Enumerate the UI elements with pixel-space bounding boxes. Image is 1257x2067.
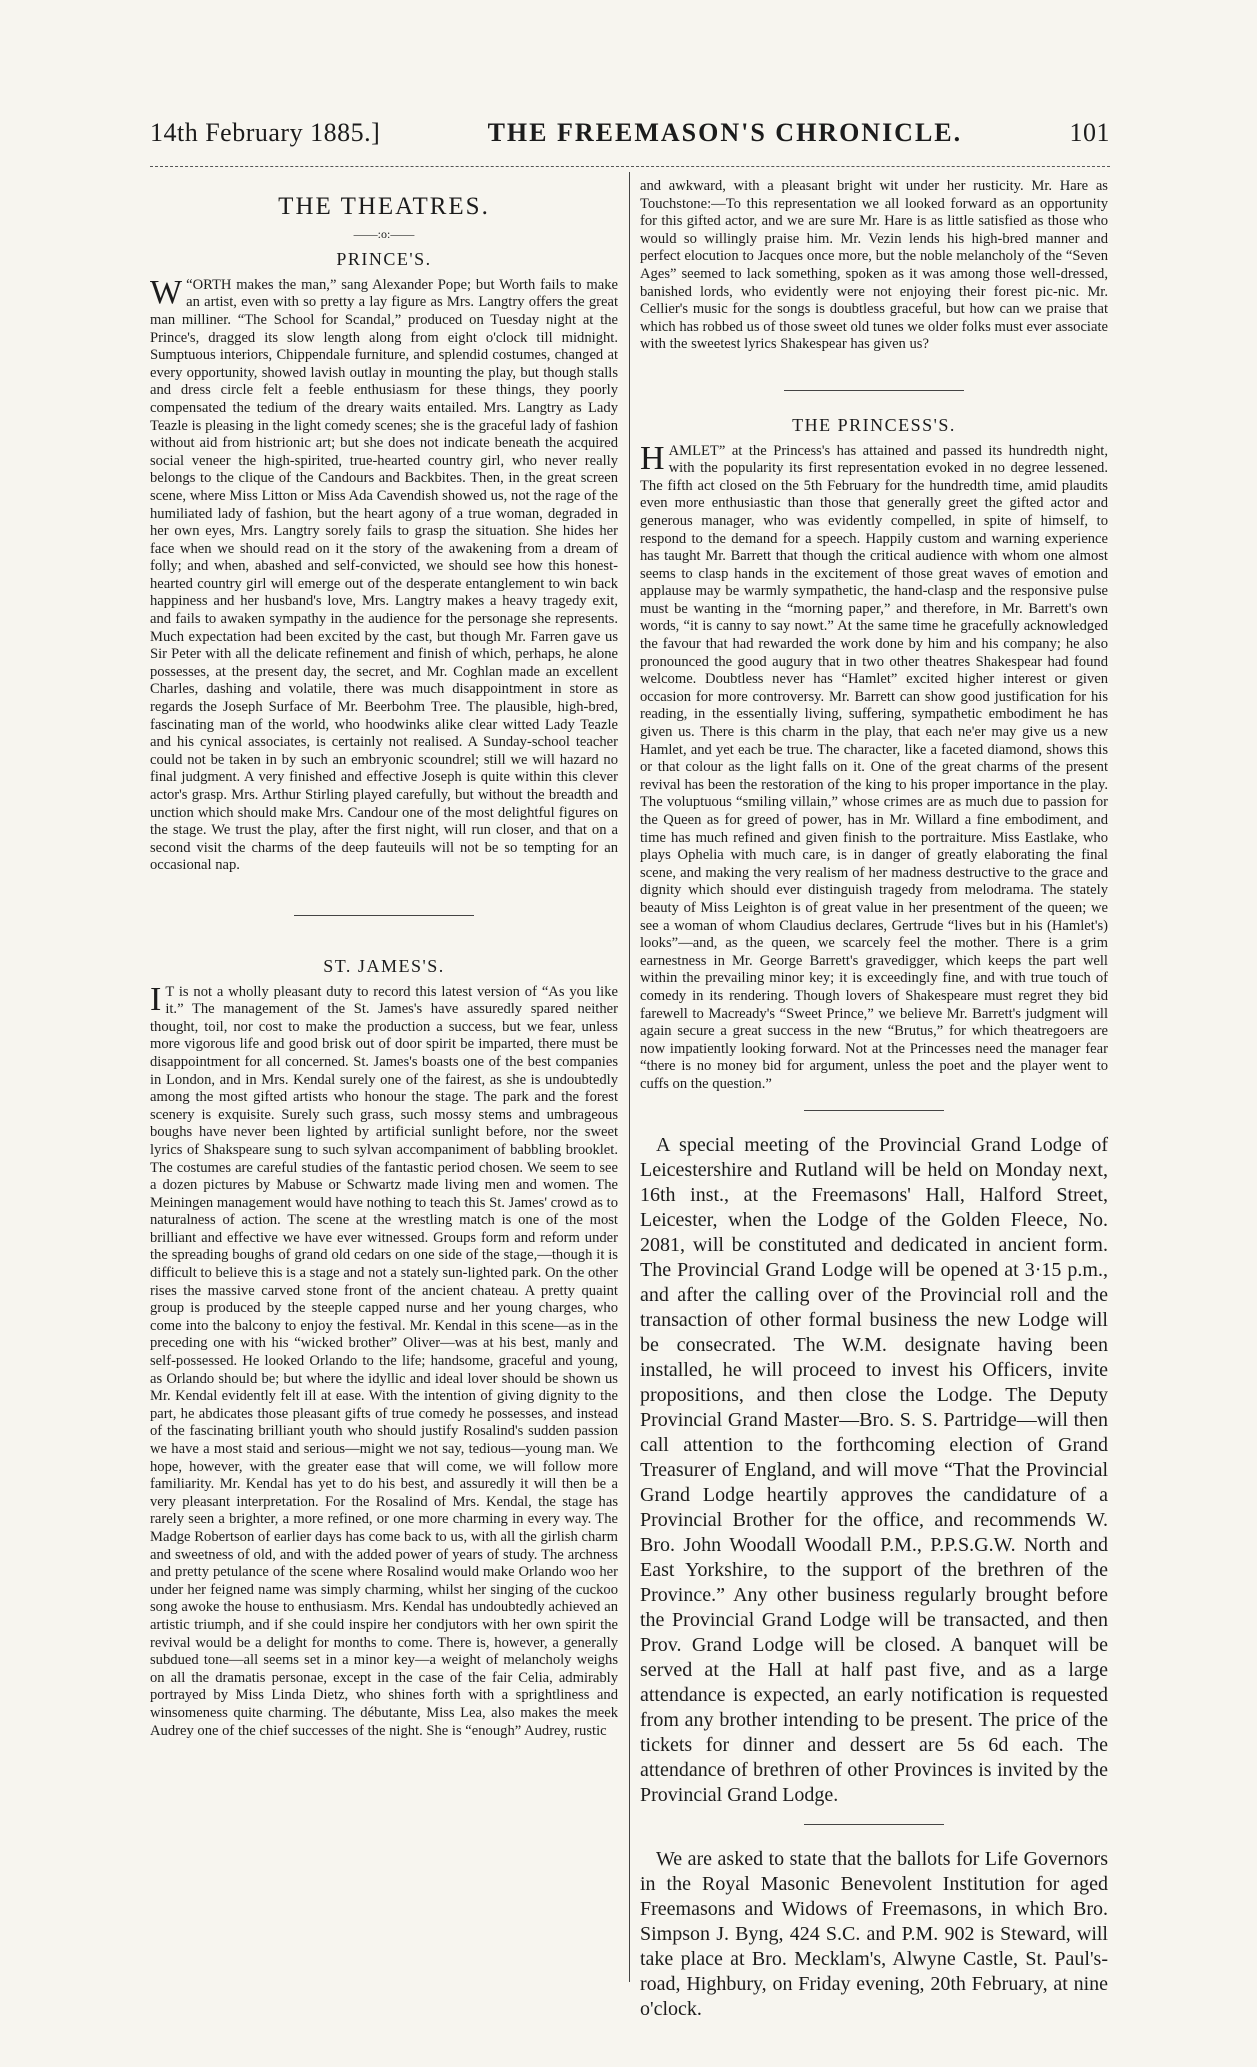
- header-rule: [150, 166, 1110, 167]
- section-title-theatres: THE THEATRES.: [278, 193, 490, 220]
- section-separator-2: [784, 390, 964, 391]
- heading-princess: THE PRINCESS'S.: [792, 414, 956, 435]
- dropcap-w: W: [150, 273, 183, 311]
- left-column: [150, 178, 618, 1978]
- article-st-james-text: T is not a wholly pleasant duty to record this latest version of “As you like it.” The management of the St. James's have assuredly spared neither thought, toil, nor cost to make the production a success, but we fear, unless more vigorous life and good brisk out of door spirit be imparted, there must be disappointment for all concerned. St. James's boasts one of the best companies in London, and in Mrs. Kendal surely one of the fairest, as she is undoubtedly among the most gifted artists who honour the stage. The park and the forest scenery is exquisite. Surely such grass, such mossy stems and umbrageous boughs have never been lighted by artificial sunlight before, nor the sweet lyrics of Shakspeare sung to such sylvan accompaniment of babbling brooklet. The costumes are careful studies of the fantastic period chosen. We seem to see a dozen pictures by Mabuse or Schwartz made living men and women. The Meiningen management would have nothing to teach this St. James' crowd as to naturalness of action. The scene at the wrestling match is one of the most brilliant and effective we have ever witnessed. Groups form and reform under the spreading boughs of grand old cedars on one side of the stage,—though it is difficult to believe this is a stage and not a stately sun-lighted park. On the other rises the massive carved stone front of the ancient chateau. A pretty quaint group is produced by the steeple capped nurse and her young charges, who come into the balcony to enjoy the festival. Mr. Kendal in this scene—as in the preceding one with his “wicked brother” Oliver—was at his best, manly and self-possessed. He looked Orlando to the life; handsome, graceful and young, as Orlando should be; but where the idyllic and ideal lover should be shown us Mr. Kendal evidently felt ill at ease. With the intention of giving dignity to the part, he abdicates those pleasant gifts of true comedy he possesses, and instead of the fascinating brilliant youth who should justify Rosalind's sudden passion we have a most staid and serious—might we not say, tedious—young man. We hope, however, with the greater ease that will come, we will follow more familiarity. Mr. Kendal has yet to do his best, and assuredly it will then be a very pleasant interpretation. For the Rosalind of Mrs. Kendal, the stage has rarely seen a brighter, a more refined, or one more charming in every way. The Madge Robertson of earlier days has come back to us, with all the girlish charm and sweetness of old, and with the added power of years of study. The archness and pretty petulance of the scene where Rosalind would make Orlando woo her under her feigned name was simply charming, whilst her singing of the cuckoo song awoke the house to enthusiasm. Mrs. Kendal has undoubtedly achieved an artistic triumph, and if she could inspire her condjutors with her own spirit the revival would be a delight for months to come. There is, however, a generally subdued tone—all seems set in a minor key—a weight of melancholy weighs on all the dramatis personae, except in the case of the fair Celia, admirably portrayed by Miss Linda Dietz, who shines forth with a sprightliness and winsomeness quite charming. The débutante, Miss Lea, also makes the meek Audrey one of the chief successes of the night. She is “enough” Audrey, rustic: [150, 983, 618, 1739]
- ornament: ——:o:——: [353, 226, 415, 241]
- header-date: 14th February 1885.]: [150, 118, 381, 147]
- notice-provincial-grand-lodge: A special meeting of the Provincial Grand Lodge of Leicestershire and Rutland will be held on Monday next, 16th inst., at the Freemasons' Hall, Halford Street, Leicester, when the Lodge of the Golden Fleece, No. 2081, will be constituted and dedicated in ancient form. The Provincial Grand Lodge will be opened at 3·15 p.m., and after the calling over of the Provincial roll and the transaction of other formal business the new Lodge will be consecrated. The W.M. designate having been installed, he will proceed to invest his Officers, invite propositions, and then close the Lodge. The Deputy Provincial Grand Master—Bro. S. S. Partridge—will then call attention to the forthcoming election of Grand Treasurer of England, and will move “That the Provincial Grand Lodge heartily approves the candidature of a Provincial Brother for the office, and recommends W. Bro. John Woodall Woodall P.M., P.P.S.G.W. North and East Yorkshire, to the support of the brethren of the Province.” Any other business regularly brought before the Provincial Grand Lodge will be transacted, and then Prov. Grand Lodge will be closed. A banquet will be served at the Hall at half past five, and as a large attendance is expected, an early notification is requested from any brother intending to be present. The price of the tickets for dinner and dessert are 5s 6d each. The attendance of brethren of other Provinces is invited by the Provincial Grand Lodge.: [640, 1133, 1108, 1806]
- article-princes: [150, 273, 618, 875]
- dropcap-h: H: [640, 439, 665, 477]
- page-header: [150, 118, 1110, 158]
- heading-st-james: ST. JAMES'S.: [323, 955, 445, 976]
- header-title: THE FREEMASON'S CHRONICLE.: [487, 118, 963, 147]
- page-number: 101: [1069, 118, 1110, 147]
- section-separator-3: [804, 1110, 944, 1111]
- section-separator: [294, 915, 474, 916]
- notice-life-governors: We are asked to state that the ballots for Life Governors in the Royal Masonic Benevolent Institution for aged Freemasons and Widows of Freemasons, in which Bro. Simpson J. Byng, 424 S.C. and P.M. 902 is Steward, will take place at Bro. Mecklam's, Alwyne Castle, St. Paul's-road, Highbury, on Friday evening, 20th February, at nine o'clock.: [640, 1847, 1108, 2020]
- section-separator-4: [804, 1824, 944, 1825]
- article-princess: [640, 439, 1108, 1094]
- column-divider: [629, 172, 630, 1982]
- article-princes-text: “ORTH makes the man,” sang Alexander Pope; but Worth fails to make an artist, even with so pretty a lay figure as Mrs. Langtry offers the great man milliner. “The School for Scandal,” produced on Tuesday night at the Prince's, dragged its slow length along from eight o'clock till midnight. Sumptuous interiors, Chippendale furniture, and splendid costumes, changed at every opportunity, showed lavish outlay in mounting the play, but though stalls and dress circle felt a feeble enthusiasm for these things, they poorly compensated the tedium of the dreary waits entailed. Mrs. Langtry as Lady Teazle is pleasing in the light comedy scenes; she is the graceful lady of fashion without aid from histrionic art; but she does not indicate beneath the acquired social veneer the high-spirited, true-hearted country girl, who never really belongs to the clique of the Candours and Backbites. Then, in the great screen scene, where Miss Litton or Miss Ada Cavendish showed us, not the rage of the humiliated lady of fashion, but the heart agony of a true woman, degraded in her own eyes, Mrs. Langtry sorely fails to grasp the situation. She hides her face when we should read on it the story of the awakening from a dream of folly; and when, abashed and self-convicted, we should see how this honest-hearted country girl will emerge out of the desperate entanglement to win back happiness and her husband's love, Mrs. Langtry makes a heavy tragedy exit, and fails to awaken sympathy in the audience for the personage she represents. Much expectation had been excited by the cast, but though Mr. Farren gave us Sir Peter with all the delicate refinement and finish of which, perhaps, he alone possesses, at the present day, the secret, and Mr. Coghlan made an excellent Charles, dashing and volatile, there was much disappointment in store as regards the Joseph Surface of Mr. Beerbohm Tree. The plausible, high-bred, fascinating man of the world, who hoodwinks alike clear witted Lady Teazle and his cynical associates, is certainly not realised. A Sunday-school teacher could not be taken in by such an embryonic scoundrel; still we will hazard no final judgment. A very finished and effective Joseph is quite within this clever actor's grasp. Mrs. Arthur Stirling played carefully, but without the breadth and unction which should make Mrs. Candour one of the most delightful figures on the stage. We trust the play, after the first night, will run closer, and that on a second visit the charms of the deep fauteuils will not be so tempting for an occasional nap.: [150, 276, 618, 874]
- article-st-james: [150, 980, 618, 1741]
- heading-princes: PRINCE'S.: [336, 249, 432, 270]
- article-princess-text: AMLET” at the Princess's has attained and passed its hundredth night, with the popularity its first representation evoked in no degree lessened. The fifth act closed on the 5th February for the hundredth time, amid plaudits even more enthusiastic than those that generally greet the gifted actor and generous manager, who was evidently compelled, in spite of himself, to respond to the demand for a speech. Happily custom and warning experience has taught Mr. Barrett that though the critical audience with whom one almost seems to clasp hands in the excitement of those great waves of emotion and applause may be warmly sympathetic, the hand-clasp and the responsive pulse must be wanting in the “morning paper,” and therefore, in Mr. Barrett's own words, “it is canny to say nowt.” At the same time he gracefully acknowledged the favour that had rewarded the work done by him and his company; he also pronounced the good augury that in two other theatres Shakespear had found welcome. Doubtless never has “Hamlet” excited higher interest or given occasion for more controversy. Mr. Barrett can show good justification for his reading, in the essentially living, suffering, sympathetic embodiment he has given us. There is this charm in the play, that each ne'er may give us a new Hamlet, and yet each be true. The character, like a faceted diamond, shows this or that colour as the light falls on it. One of the great charms of the present revival has been the restoration of the king to his proper importance in the play. The voluptuous “smiling villain,” whose crimes are as much due to passion for the Queen as for greed of power, has in Mr. Willard a fine embodiment, and time has much refined and given finish to the portraiture. Miss Eastlake, who plays Ophelia with much care, is in danger of greatly elaborating the final scene, and making the very realism of her madness destructive to the grace and dignity which should ever distinguish tragedy from melodrama. The stately beauty of Miss Leighton is of great value in her presentment of the queen; we see a woman of whom Claudius declares, Gertrude “lives but in his (Hamlet's) looks”—and, as the queen, we scarcely feel the mother. There is a grim earnestness in Mr. George Barrett's gravedigger, which keeps the part well within the prevailing minor key; it is exceedingly fine, and with true touch of comedy in its rendering. Though lovers of Shakespeare must regret they bid farewell to Macready's “Sweet Prince,” we believe Mr. Barrett's judgment will again secure a great success in the new “Brutus,” for which theatregoers are now impatiently looking forward. Not at the Princesses need the manager fear “there is no money bid for argument, unless the poet and the player went to cuffs on the question.”: [640, 442, 1108, 1092]
- dropcap-i: I: [150, 980, 162, 1018]
- article-continuation: and awkward, with a pleasant bright wit under her rusticity. Mr. Hare as Touchstone:—To this representation we all looked forward as an opportunity for this gifted actor, and we are sure Mr. Hare is as little satisfied as those who would so willingly praise him. Mr. Vezin lends his high-bred manner and perfect elocution to Jacques once more, but the noble melancholy of the “Seven Ages” seemed to lack something, spoken as it was among those well-dressed, banished lords, who evidently were not enjoying their forest pic-nic. Mr. Cellier's music for the songs is doubtless graceful, but how can we praise that which has robbed us of those sweet old tunes we older folks must ever associate with the sweetest lyrics Shakespear has given us?: [640, 178, 1108, 353]
- right-column: [640, 178, 1108, 2020]
